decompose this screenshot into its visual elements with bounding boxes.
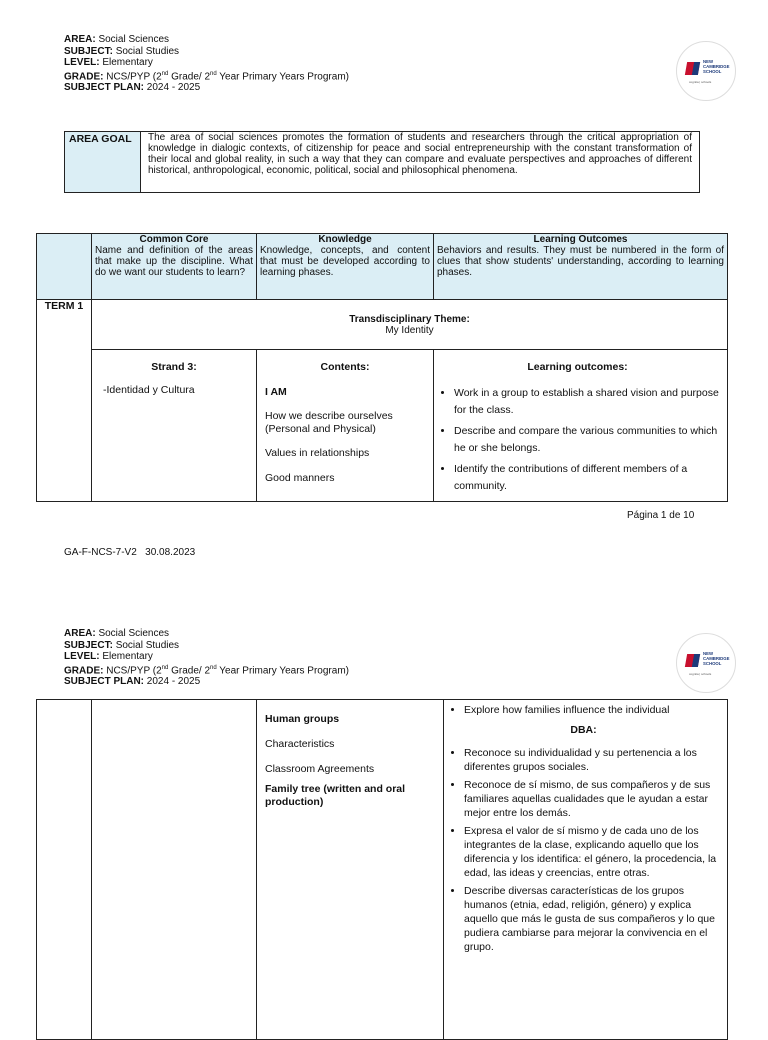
strand-cell: Strand 3: -Identidad y Cultura	[92, 350, 257, 502]
dba-item: • Describe diversas características de los grupos humanos (etnia, edad, religión, género) y explica aquello que más le gusta de sus compañeros y lo que pudiera cambiarse para mejorar la convivencia en el grupo.	[464, 884, 721, 954]
page1-header: AREA: Social Sciences SUBJECT: Social Studies LEVEL: Elementary GRADE: NCS/PYP (2nd Grade/ 2nd Year Primary Years Program) SUBJECT PLAN: 2024 - 2025	[64, 34, 349, 94]
dba-item: • Expresa el valor de sí mismo y de cada uno de los integrantes de la clase, explicando aquello que los diferencia y los identifica: el género, la procedencia, la edad, las ideas y creencias, entre otras.	[464, 824, 721, 880]
outcome-item: • Work in a group to establish a shared vision and purpose for the class.	[454, 385, 719, 419]
outcome-item: • Identify the contributions of different members of a community.	[454, 461, 719, 495]
knowledge-header: Knowledge Knowledge, concepts, and content that must be developed according to learning phases.	[257, 234, 434, 300]
dba-item: • Reconoce de sí mismo, de sus compañeros y de sus familiares aquellas cualidades que le ayudan a estar mejor entre los demás.	[464, 778, 721, 820]
dba-item: • Reconoce su individualidad y su pertenencia a los diferentes grupos sociales.	[464, 746, 721, 774]
common-core-header: Common Core Name and definition of the areas that make up the discipline. What do we want our students to learn?	[92, 234, 257, 300]
outcomes-cell-continued	[444, 700, 728, 1040]
outcome-item: • Explore how families influence the individual	[464, 702, 721, 719]
outcomes-cell: Learning outcomes: • Work in a group to establish a shared vision and purpose for the class. • Describe and compare the various communities to which he or she belongs. • Identify the contributions of different members of a community.	[434, 350, 728, 502]
school-logo: NEW CAMBRIDGE SCHOOL cognita | schools	[676, 633, 736, 693]
dba-title: DBA:	[570, 724, 597, 736]
contents-cell-continued: Human groups Characteristics Classroom Agreements Family tree (written and oral production)	[257, 700, 444, 1040]
curriculum-table-continued	[36, 699, 728, 1040]
area-goal-table	[64, 131, 700, 193]
curriculum-table	[36, 233, 728, 502]
page2-header: AREA: Social Sciences SUBJECT: Social Studies LEVEL: Elementary GRADE: NCS/PYP (2nd Grade/ 2nd Year Primary Years Program) SUBJECT PLAN: 2024 - 2025	[64, 628, 349, 688]
learning-outcomes-header: Learning Outcomes Behaviors and results. They must be numbered in the form of clues that show students' understanding, according to learning phases.	[434, 234, 728, 300]
term-label: TERM 1	[37, 300, 92, 502]
outcome-item: • Describe and compare the various communities to which he or she belongs.	[454, 423, 719, 457]
transdisciplinary-theme: Transdisciplinary Theme: My Identity	[92, 300, 728, 350]
document-code: GA-F-NCS-7-V2 30.08.2023	[64, 547, 196, 558]
contents-cell: Contents: I AM How we describe ourselves (Personal and Physical) Values in relationships Good manners	[257, 350, 434, 502]
school-logo: NEW CAMBRIDGE SCHOOL cognita | schools	[676, 41, 736, 101]
page-number: Página 1 de 10	[627, 510, 695, 521]
area-goal-label: AREA GOAL	[65, 132, 141, 193]
area-goal-text: The area of social sciences promotes the formation of students and researchers through the critical appropriation of knowledge in dialogic contexts, of citizenship for peace and social entrepreneurship with the constant transformation of their local and global reality, in such a way that they can compare and evaluate perspectives and approaches of different historical, anthropological, economic, political, social and philosophical phenomena.	[141, 132, 700, 193]
